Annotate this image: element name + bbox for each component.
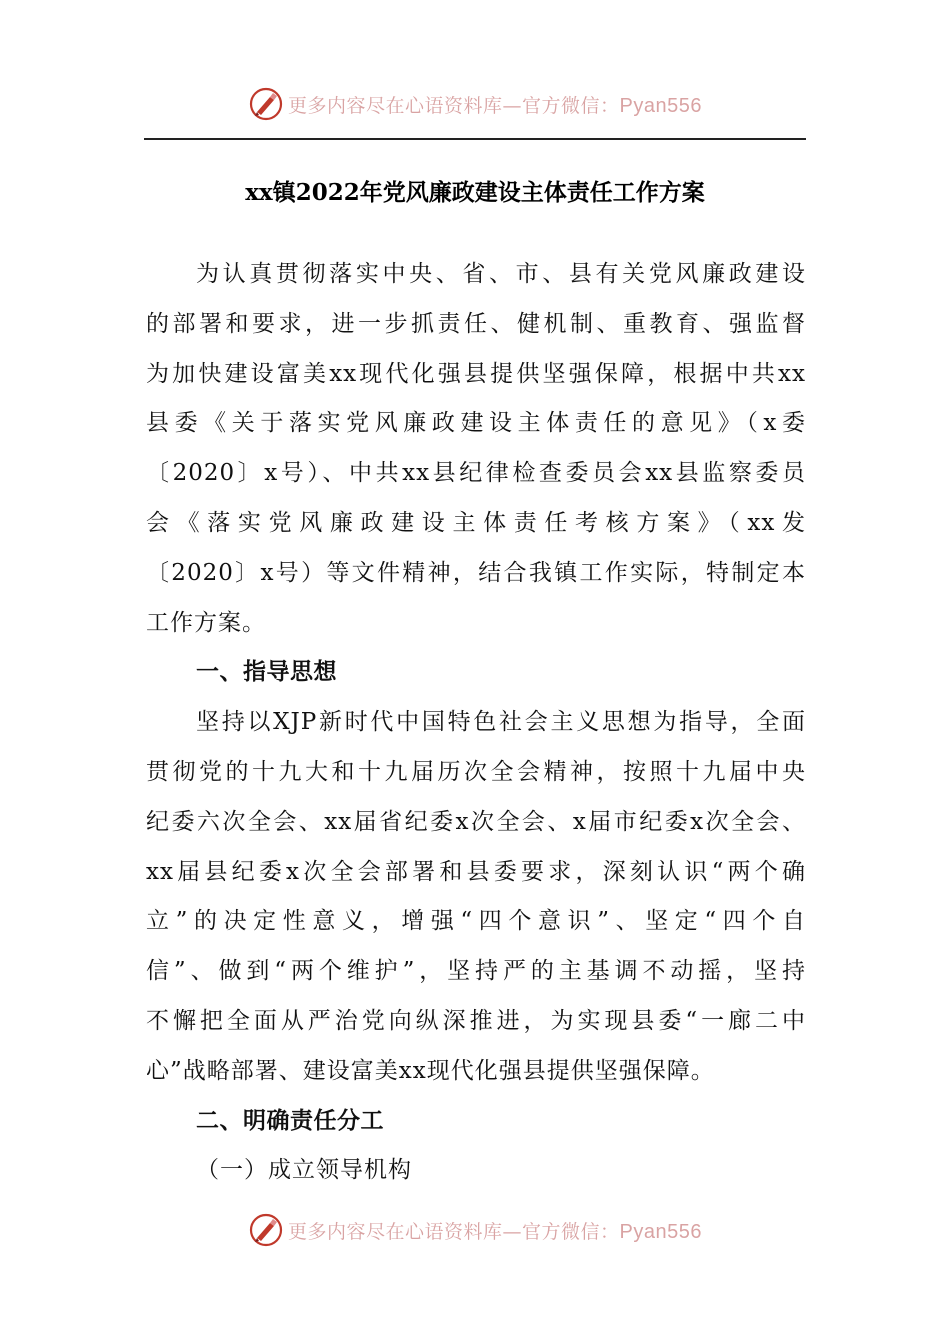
guiding-line: 不懈把全面从严治党向纵深推进，为实现县委“一廊二中	[146, 1007, 806, 1034]
banner-text: 更多内容尽在心语资料库—官方微信：	[288, 94, 620, 117]
intro-line: 县委《关于落实党风廉政建设主体责任的意见》（x委	[146, 410, 806, 437]
intro-line: 为认真贯彻落实中央、省、市、县有关党风廉政建设	[196, 261, 806, 287]
section-heading-guiding-ideology: 一、指导思想	[196, 659, 337, 686]
pen-nib-logo-icon	[248, 86, 284, 122]
banner-wechat-id: Pyan556	[619, 1220, 702, 1243]
document-body	[146, 250, 806, 1196]
intro-line: 〔2020〕x号）、中共xx县纪律检查委员会xx县监察委员	[146, 460, 806, 487]
intro-line: 为加快建设富美xx现代化强县提供坚强保障，根据中共xx	[146, 360, 806, 387]
guiding-line: 贯彻党的十九大和十九届历次全会精神，按照十九届中央	[146, 758, 806, 785]
banner-text: 更多内容尽在心语资料库—官方微信：	[288, 1220, 620, 1243]
footer-watermark-banner	[0, 1210, 950, 1250]
intro-line: 会《落实党风廉政建设主体责任考核方案》（xx发	[146, 509, 806, 536]
intro-line: 〔2020〕x号）等文件精神，结合我镇工作实际，特制定本	[146, 559, 806, 586]
guiding-line: 立”的决定性意义，增强“四个意识”、坚定“四个自	[146, 908, 806, 935]
subsection-heading-leadership: （一）成立领导机构	[196, 1157, 412, 1184]
header-watermark-banner	[0, 84, 950, 124]
document-title: xx镇2022年党风廉政建设主体责任工作方案	[245, 179, 705, 206]
intro-line: 工作方案。	[146, 609, 266, 636]
section-heading-responsibilities: 二、明确责任分工	[196, 1107, 384, 1134]
pen-nib-logo-icon	[248, 1212, 284, 1248]
guiding-line: 坚持以XJP新时代中国特色社会主义思想为指导，全面	[196, 709, 806, 736]
guiding-line: 信”、做到“两个维护”，坚持严的主基调不动摇，坚持	[146, 958, 806, 985]
guiding-line: 纪委六次全会、xx届省纪委x次全会、x届市纪委x次全会、	[146, 808, 806, 835]
header-divider	[144, 138, 806, 140]
guiding-line: 心”战略部署、建设富美xx现代化强县提供坚强保障。	[146, 1057, 715, 1084]
intro-line: 的部署和要求，进一步抓责任、健机制、重教育、强监督	[146, 310, 806, 337]
banner-wechat-id: Pyan556	[619, 94, 702, 117]
guiding-line: xx届县纪委x次全会部署和县委要求，深刻认识“两个确	[146, 858, 806, 885]
